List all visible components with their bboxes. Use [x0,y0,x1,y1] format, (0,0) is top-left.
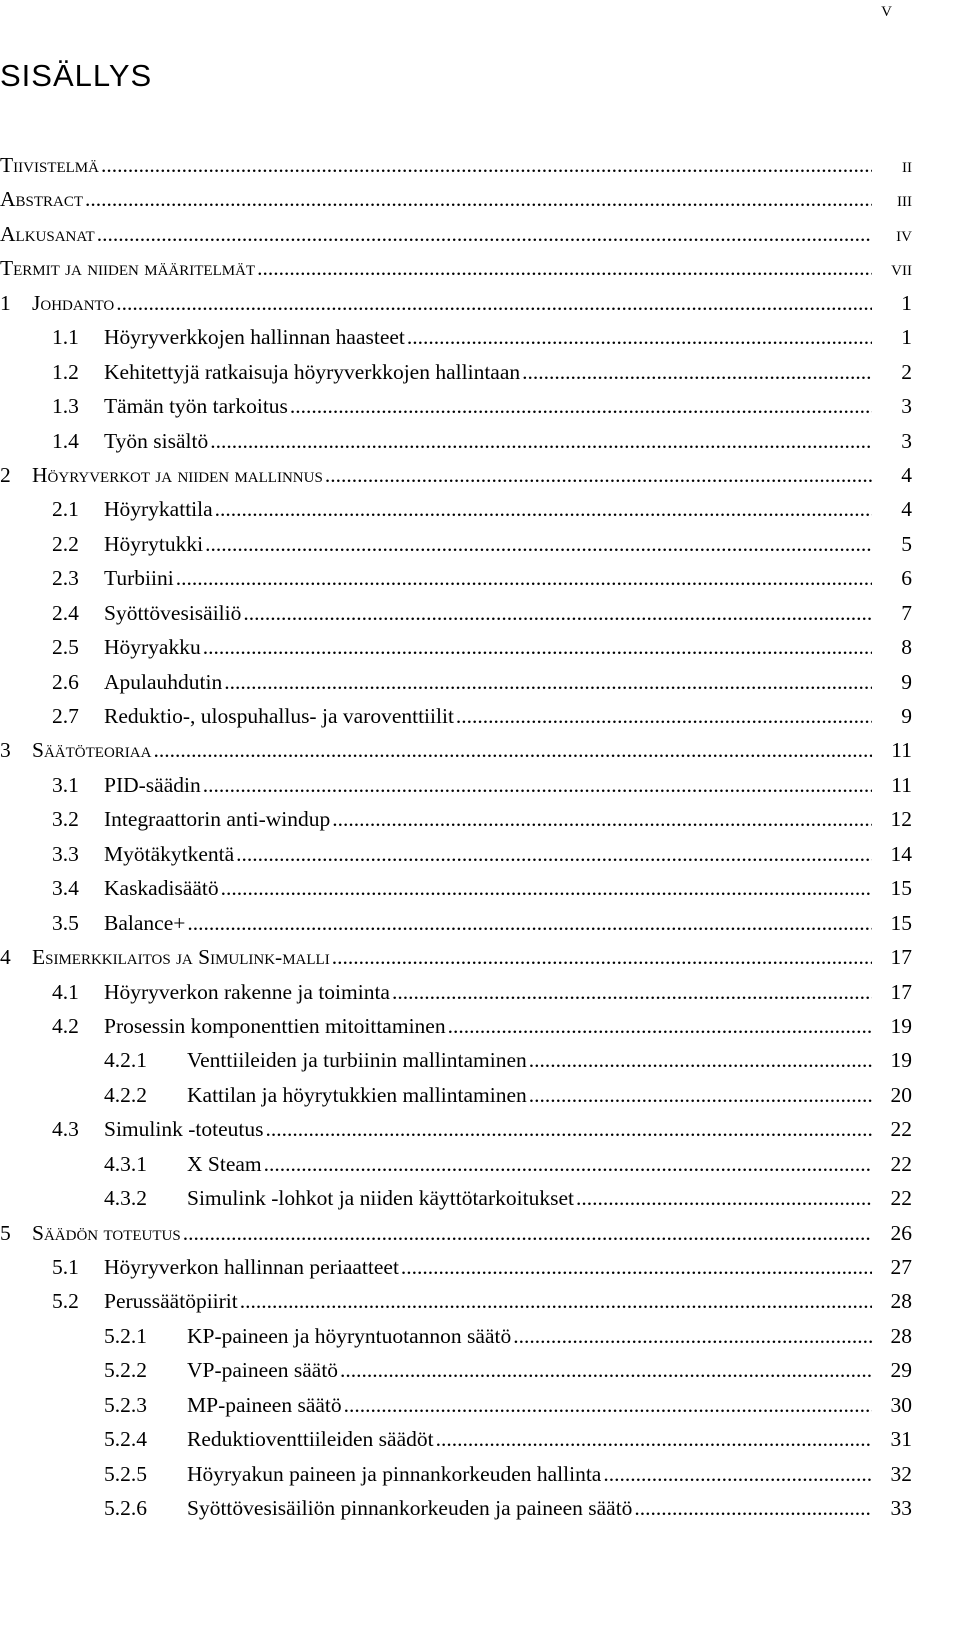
toc-entry-page: 14 [872,837,912,871]
toc-entry[interactable] [0,355,912,389]
toc-entry-title: Tämän työn tarkoitus [104,394,288,419]
toc-entry[interactable] [0,733,912,767]
toc-entry-page: 17 [872,940,912,974]
toc-entry[interactable] [0,320,912,354]
toc-entry-title: Höyrytukki [104,531,204,556]
toc-entry-page: 33 [872,1491,912,1525]
toc-entry[interactable] [0,1043,912,1077]
toc-entry-page: 3 [872,389,912,423]
toc-entry-page: 9 [872,699,912,733]
toc-entry-page: 6 [872,561,912,595]
page-title: SISÄLLYS [0,58,153,93]
toc-entry-title: Abstract [0,187,84,212]
toc-entry-title: Prosessin komponenttien mitoittaminen [104,1013,446,1038]
toc-entry-page: 27 [872,1250,912,1284]
toc-entry-number: 5 [0,1216,32,1250]
toc-entry-title: Säätöteoriaa [32,738,152,763]
toc-entry-title: Integraattorin anti-windup [104,807,331,832]
toc-entry-page: 11 [872,768,912,802]
toc-entry-title: Höyryakun paineen ja pinnankorkeuden hallinta [187,1461,602,1486]
toc-entry[interactable] [0,906,912,940]
toc-entry[interactable] [0,940,912,974]
toc-entry-number: 3.5 [0,906,104,940]
toc-entry-page: 29 [872,1353,912,1387]
toc-entry-number: 5.2.1 [0,1319,187,1353]
toc-entry-title: Syöttövesisäiliö [104,600,242,625]
toc-entry-title: Syöttövesisäiliön pinnankorkeuden ja paineen säätö [187,1496,633,1521]
toc-entry-page: 26 [872,1216,912,1250]
toc-entry[interactable] [0,1250,912,1284]
toc-entry-page: 22 [872,1181,912,1215]
toc-entry-number: 4.3.2 [0,1181,187,1215]
toc-entry[interactable] [0,596,912,630]
toc-entry-number: 1 [0,286,32,320]
toc-entry-page: 19 [872,1043,912,1077]
toc-entry-title: PID-säädin [104,772,201,797]
toc-entry-number: 2.3 [0,561,104,595]
toc-entry-title: Apulauhdutin [104,669,223,694]
toc-entry[interactable] [0,1078,912,1112]
toc-entry-page: 7 [872,596,912,630]
toc-entry-title: Balance+ [104,910,186,935]
toc-entry-page: 2 [872,355,912,389]
toc-entry-number: 2 [0,458,32,492]
toc-entry-number: 2.7 [0,699,104,733]
toc-entry[interactable] [0,871,912,905]
toc-entry[interactable] [0,148,912,182]
toc-entry-page: 12 [872,802,912,836]
toc-entry[interactable] [0,251,912,285]
table-of-contents [0,148,912,1526]
toc-entry-page: 5 [872,527,912,561]
toc-entry-page: 31 [872,1422,912,1456]
toc-entry-title: Höyryverkkojen hallinnan haasteet [104,325,405,350]
toc-entry-page: 30 [872,1388,912,1422]
toc-entry-number: 3.2 [0,802,104,836]
toc-entry-title: Termit ja niiden määritelmät [0,256,256,281]
page-number: v [881,0,892,21]
toc-entry-title: Höyryverkon rakenne ja toiminta [104,979,390,1004]
toc-entry-title: Kattilan ja höyrytukkien mallintaminen [187,1082,527,1107]
toc-entry-title: Höyrykattila [104,497,213,522]
toc-entry-number: 5.2.2 [0,1353,187,1387]
toc-entry-page: 15 [872,871,912,905]
toc-entry-number: 3 [0,733,32,767]
toc-entry-number: 5.2 [0,1284,104,1318]
toc-entry-page: 9 [872,665,912,699]
toc-entry[interactable] [0,286,912,320]
toc-entry-number: 1.4 [0,424,104,458]
toc-entry-number: 5.2.6 [0,1491,187,1525]
toc-entry-title: Reduktioventtiileiden säädöt [187,1427,434,1452]
toc-entry-number: 2.5 [0,630,104,664]
toc-entry-page: 17 [872,975,912,1009]
toc-entry-number: 3.1 [0,768,104,802]
toc-entry-title: Venttiileiden ja turbiinin mallintaminen [187,1048,527,1073]
toc-entry-title: Turbiini [104,566,174,591]
toc-entry[interactable] [0,975,912,1009]
toc-entry[interactable] [0,1147,912,1181]
toc-entry-title: Työn sisältö [104,428,209,453]
toc-entry-number: 3.3 [0,837,104,871]
toc-entry[interactable] [0,389,912,423]
toc-entry-page: 8 [872,630,912,664]
toc-entry-number: 5.1 [0,1250,104,1284]
toc-entry[interactable] [0,1457,912,1491]
toc-entry[interactable] [0,1009,912,1043]
toc-entry[interactable] [0,424,912,458]
toc-entry-number: 1.2 [0,355,104,389]
toc-entry-number: 5.2.3 [0,1388,187,1422]
toc-entry-page: 15 [872,906,912,940]
toc-entry-page: iii [872,182,912,216]
toc-entry-number: 4 [0,940,32,974]
toc-entry-title: Perussäätöpiirit [104,1289,238,1314]
toc-entry-number: 4.2.1 [0,1043,187,1077]
toc-entry-title: Kaskadisäätö [104,876,219,901]
toc-entry[interactable] [0,527,912,561]
toc-entry-title: MP-paineen säätö [187,1392,342,1417]
toc-entry-title: X Steam [187,1151,262,1176]
toc-entry-page: 22 [872,1147,912,1181]
toc-entry-number: 5.2.5 [0,1457,187,1491]
toc-entry-title: Esimerkkilaitos ja Simulink-malli [32,945,330,970]
toc-entry-title: Reduktio-, ulospuhallus- ja varoventtiilit [104,704,454,728]
toc-entry-page: vii [872,251,912,285]
toc-entry[interactable] [0,1319,912,1353]
toc-entry-page: 4 [872,492,912,526]
toc-entry-number: 2.1 [0,492,104,526]
toc-entry-number: 4.1 [0,975,104,1009]
toc-entry-title: Simulink -lohkot ja niiden käyttötarkoitukset [187,1186,574,1211]
toc-entry[interactable] [0,182,912,216]
toc-entry[interactable] [0,802,912,836]
toc-entry-number: 4.3 [0,1112,104,1146]
toc-entry[interactable] [0,1216,912,1250]
toc-entry-title: Alkusanat [0,221,95,246]
toc-entry-page: 20 [872,1078,912,1112]
toc-entry-page: 1 [872,286,912,320]
toc-entry-title: Höyryverkon hallinnan periaatteet [104,1255,399,1279]
toc-entry[interactable] [0,492,912,526]
toc-entry-title: Johdanto [32,290,115,315]
toc-entry-page: iv [872,217,912,251]
toc-entry-page: 1 [872,320,912,354]
toc-entry[interactable] [0,1491,912,1525]
toc-entry[interactable] [0,699,912,733]
toc-entry-title: Simulink -toteutus [104,1117,264,1142]
toc-entry-title: KP-paineen ja höyryntuotannon säätö [187,1323,512,1348]
toc-entry-title: Höyryverkot ja niiden mallinnus [32,462,323,487]
toc-entry[interactable] [0,1284,912,1318]
toc-entry-number: 1.3 [0,389,104,423]
toc-entry-page: 32 [872,1457,912,1491]
toc-entry[interactable] [0,1388,912,1422]
toc-entry-number: 3.4 [0,871,104,905]
toc-entry[interactable] [0,1112,912,1146]
toc-entry-page: 19 [872,1009,912,1043]
toc-entry-title: Säädön toteutus [32,1220,181,1245]
toc-entry-page: 3 [872,424,912,458]
toc-entry-page: 28 [872,1284,912,1318]
toc-entry[interactable] [0,665,912,699]
toc-entry-page: 11 [872,733,912,767]
toc-entry[interactable] [0,837,912,871]
toc-entry[interactable] [0,561,912,595]
toc-entry-number: 4.2.2 [0,1078,187,1112]
toc-entry-title: VP-paineen säätö [187,1358,339,1383]
toc-entry-number: 2.6 [0,665,104,699]
toc-entry-number: 5.2.4 [0,1422,187,1456]
toc-entry-number: 4.3.1 [0,1147,187,1181]
toc-entry[interactable] [0,1422,912,1456]
toc-entry[interactable] [0,217,912,251]
toc-entry[interactable] [0,630,912,664]
toc-entry-title: Myötäkytkentä [104,841,235,866]
toc-entry-title: Höyryakku [104,635,201,660]
toc-entry-number: 4.2 [0,1009,104,1043]
toc-entry[interactable] [0,768,912,802]
toc-entry[interactable] [0,1353,912,1387]
toc-entry[interactable] [0,1181,912,1215]
toc-entry-page: 4 [872,458,912,492]
toc-entry-title: Kehitettyjä ratkaisuja höyryverkkojen hallintaan [104,359,521,384]
toc-entry-number: 1.1 [0,320,104,354]
toc-entry-page: 28 [872,1319,912,1353]
toc-entry[interactable] [0,458,912,492]
toc-entry-title: Tiivistelmä [0,153,99,177]
toc-entry-number: 2.2 [0,527,104,561]
toc-entry-page: 22 [872,1112,912,1146]
toc-entry-page: ii [872,148,912,182]
toc-entry-number: 2.4 [0,596,104,630]
